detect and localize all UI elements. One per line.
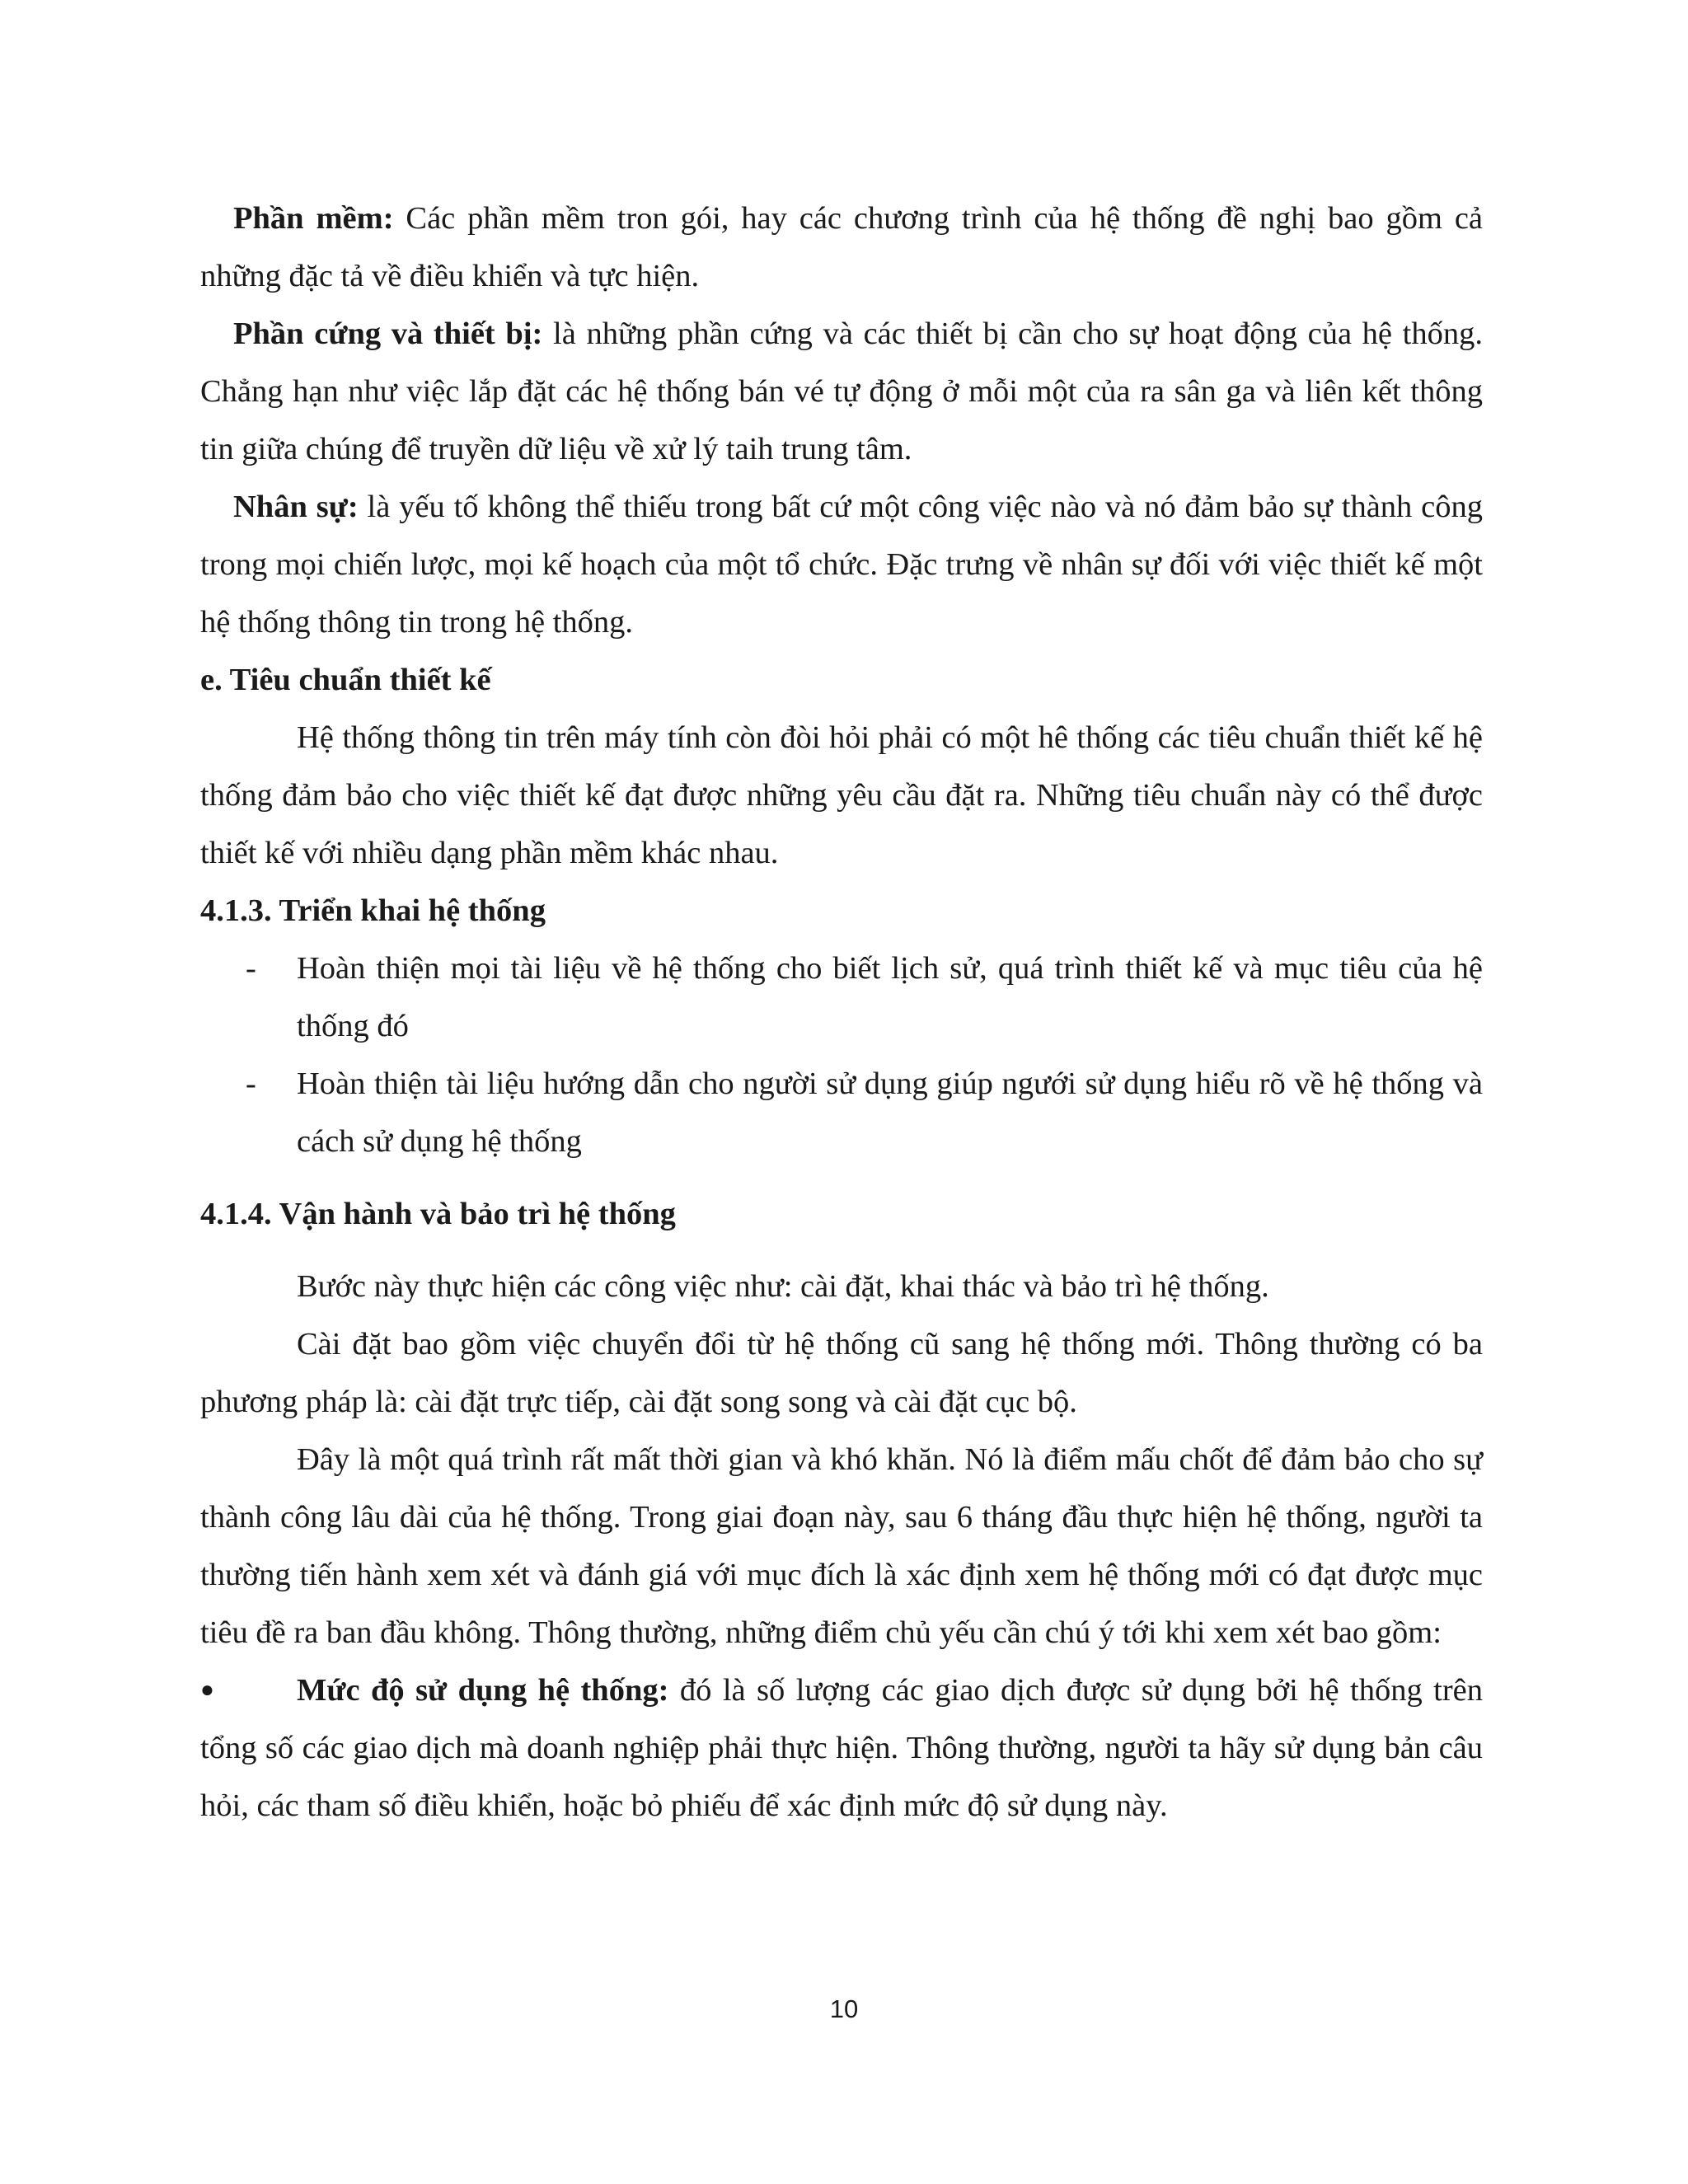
paragraph-text: Các phần mềm tron gói, hay các chương trình của hệ thống đề nghị bao gồm cả những đặc tả về điều khiển và tực hiện.	[200, 201, 1483, 293]
paragraph-van-hanh-3: Đây là một quá trình rất mất thời gian và khó khăn. Nó là điểm mấu chốt để đảm bảo cho sự thành công lâu dài của hệ thống. Trong giai đoạn này, sau 6 tháng đầu thực hiện hệ thống, người ta thường tiến hành xem xét và đánh giá với mục đích là xác định xem hệ thống mới có đạt được mục tiêu đề ra ban đầu không. Thông thường, những điểm chủ yếu cần chú ý tới khi xem xét bao gồm:	[200, 1442, 1483, 1650]
paragraph-tieu-chuan: Hệ thống thông tin trên máy tính còn đòi hỏi phải có một hê thống các tiêu chuẩn thiết kế hệ thống đảm bảo cho việc thiết kế đạt được những yêu cầu đặt ra. Những tiêu chuẩn này có thể được thiết kế với nhiều dạng phần mềm khác nhau.	[200, 720, 1483, 870]
paragraph-van-hanh-1: Bước này thực hiện các công việc như: cài đặt, khai thác và bảo trì hệ thống.	[297, 1269, 1269, 1304]
spacer	[200, 1243, 1483, 1258]
dash-marker: -	[246, 951, 256, 986]
list-item	[200, 1055, 1483, 1170]
page-number: 10	[829, 1994, 859, 2023]
term-label: Phần cứng và thiết bị:	[233, 316, 543, 351]
heading-van-hanh: 4.1.4. Vận hành và bảo trì hệ thống	[200, 1197, 676, 1231]
paragraph-phan-mem	[200, 190, 1483, 305]
list-item-text: Hoàn thiện mọi tài liệu về hệ thống cho biết lịch sử, quá trình thiết kế và mục tiêu của hệ thống đó	[297, 951, 1483, 1043]
paragraph-van-hanh-2: Cài đặt bao gồm việc chuyển đổi từ hệ thống cũ sang hệ thống mới. Thông thường có ba phương pháp là: cài đặt trực tiếp, cài đặt song song và cài đặt cục bộ.	[200, 1327, 1483, 1419]
paragraph-text: là yếu tố không thể thiếu trong bất cứ một công việc nào và nó đảm bảo sự thành công trong mọi chiến lược, mọi kế hoạch của một tổ chức. Đặc trưng về nhân sự đối với việc thiết kế một hệ thống thông tin trong hệ thống.	[200, 490, 1484, 640]
dash-marker: -	[246, 1066, 256, 1101]
bullet-icon: ●	[200, 1677, 214, 1703]
bullet-text: đó là số lượng các giao dịch được sử dụng bởi hệ thống trên tổng số các giao dịch mà doanh nghiệp phải thực hiện. Thông thường, người ta hãy sử dụng bản câu hỏi, các tham số điều khiển, hoặc bỏ phiếu để xác định mức độ sử dụng này.	[200, 1673, 1483, 1823]
spacer	[200, 1170, 1483, 1185]
heading-trien-khai: 4.1.3. Triển khai hệ thống	[200, 893, 546, 928]
term-label: Phần mềm:	[233, 201, 394, 236]
term-label: Nhân sự:	[233, 490, 359, 524]
paragraph-text: là những phần cứng và các thiết bị cần cho sự hoạt động của hệ thống. Chẳng hạn như việc lắp đặt các hệ thống bán vé tự động ở mỗi một của ra sân ga và liên kết thông tin giữa chúng để truyền dữ liệu về xử lý taih trung tâm.	[200, 316, 1483, 466]
term-label: Mức độ sử dụng hệ thống:	[297, 1673, 669, 1708]
page-body	[200, 190, 1483, 1835]
paragraph-phan-cung	[200, 305, 1483, 478]
paragraph-nhan-su	[200, 478, 1483, 651]
list-item	[200, 940, 1483, 1055]
list-item-text: Hoàn thiện tài liệu hướng dẫn cho người sử dụng giúp ngưới sử dụng hiểu rõ về hệ thống và cách sử dụng hệ thống	[297, 1066, 1483, 1159]
bullet-list-item	[200, 1661, 1483, 1835]
heading-tieu-chuan: e. Tiêu chuẩn thiết kế	[200, 663, 491, 697]
